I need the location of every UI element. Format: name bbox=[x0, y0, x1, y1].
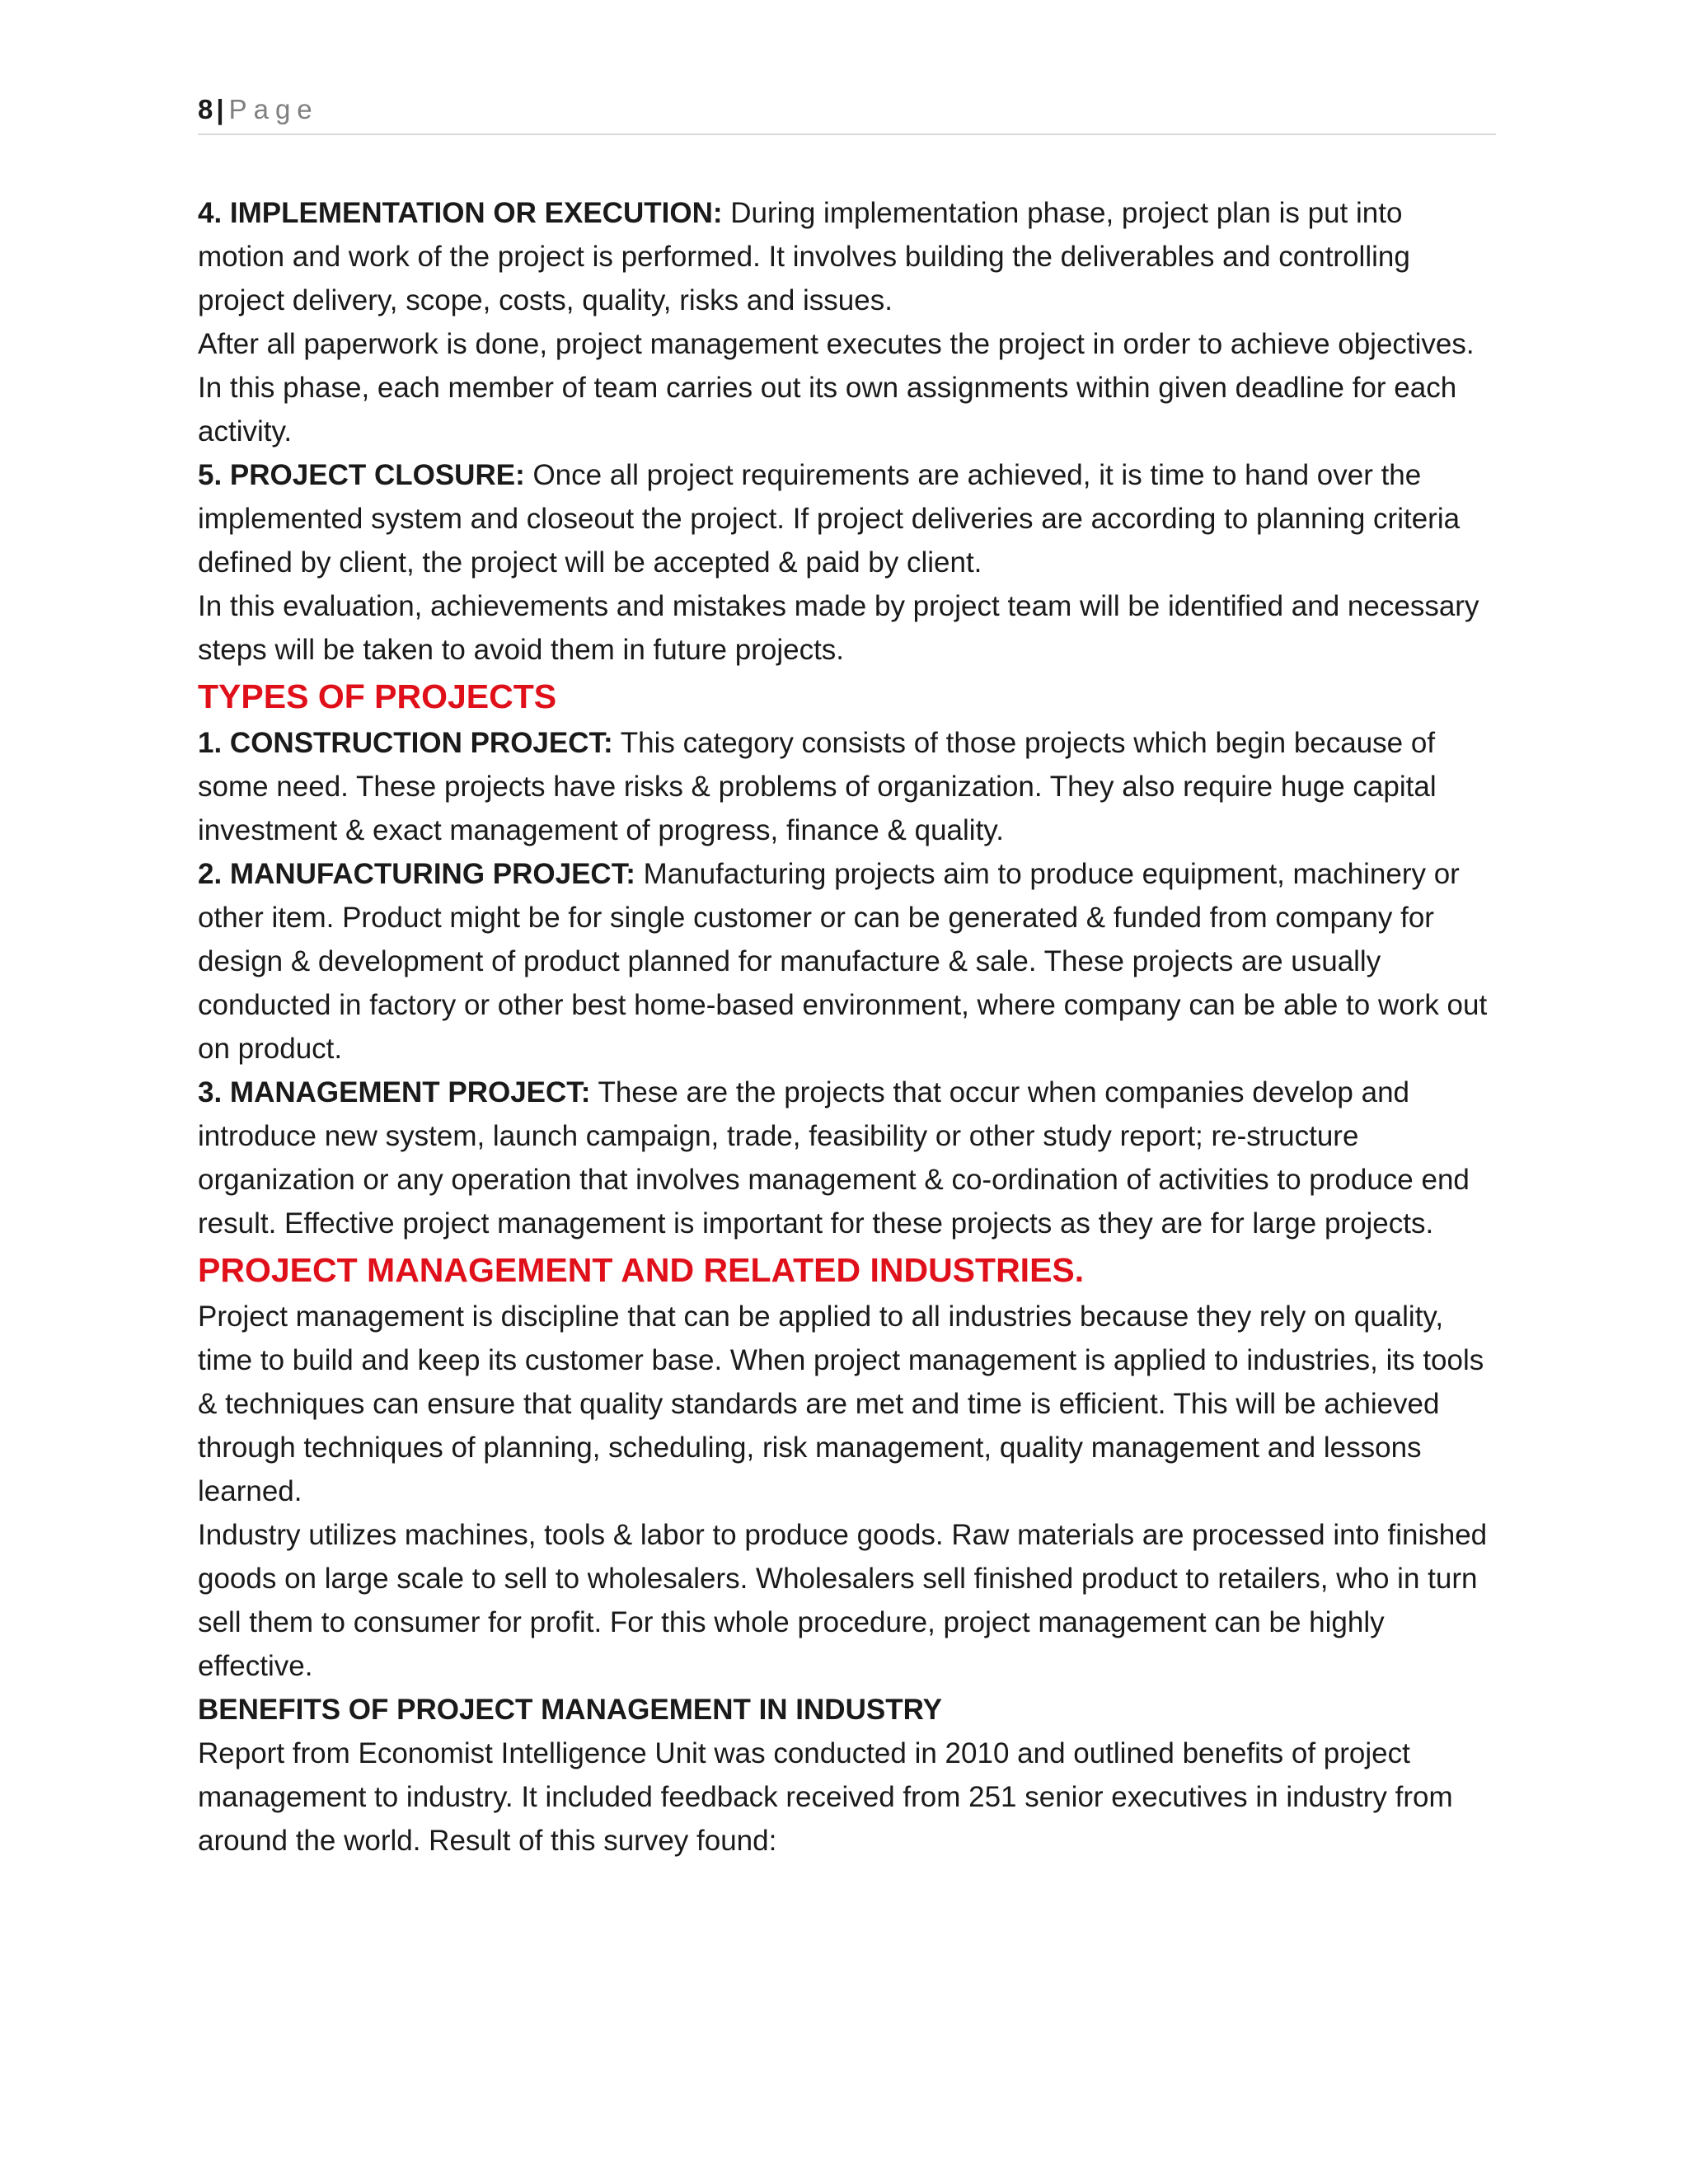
text-closure: Once all project requirements are achieved, it is time to hand over the implemented system and closeout the project. If project deliveries are according to planning criteria defined by client, the project will be accepted & paid by client. bbox=[198, 459, 1461, 579]
paragraph-closure-2: In this evaluation, achievements and mistakes made by project team will be identified and necessary steps will be taken to avoid them in future projects. bbox=[198, 590, 1479, 666]
label-manufacturing: 2. MANUFACTURING PROJECT: bbox=[198, 858, 635, 890]
paragraph-construction bbox=[198, 721, 1496, 852]
heading-benefits: BENEFITS OF PROJECT MANAGEMENT IN INDUSTRY bbox=[198, 1694, 942, 1726]
heading-types-of-projects: TYPES OF PROJECTS bbox=[198, 677, 557, 715]
document-body bbox=[198, 191, 1496, 1863]
label-management: 3. MANAGEMENT PROJECT: bbox=[198, 1076, 591, 1108]
text-management: These are the projects that occur when companies develop and introduce new system, launch campaign, trade, feasibility or other study report; re-structure organization or any operation that involves management & co-ordination of activities to produce end result. Effective project management is important for these projects as they are for large projects. bbox=[198, 1076, 1470, 1240]
paragraph-benefits-1: Report from Economist Intelligence Unit was conducted in 2010 and outlined benefits of project management to industry. It included feedback received from 251 senior executives in industry from around the world. Result of this survey found: bbox=[198, 1737, 1453, 1857]
paragraph-implementation bbox=[198, 191, 1496, 322]
label-construction: 1. CONSTRUCTION PROJECT: bbox=[198, 727, 613, 759]
paragraph-manufacturing bbox=[198, 852, 1496, 1071]
paragraph-implementation-2: After all paperwork is done, project management executes the project in order to achieve objectives. In this phase, each member of team carries out its own assignments within given deadline for each activity. bbox=[198, 328, 1475, 448]
page-label: Page bbox=[228, 94, 319, 124]
paragraph-industries-2: Industry utilizes machines, tools & labor to produce goods. Raw materials are processed into finished goods on large scale to sell to wholesalers. Wholesalers sell finished product to retailers, who in turn sell them to consumer for profit. For this whole procedure, project management can be highly effective. bbox=[198, 1519, 1488, 1682]
page-number: 8 bbox=[198, 94, 213, 124]
page-header bbox=[198, 91, 1496, 135]
document-page bbox=[198, 91, 1496, 1863]
label-implementation: 4. IMPLEMENTATION OR EXECUTION: bbox=[198, 197, 723, 229]
paragraph-management bbox=[198, 1071, 1496, 1245]
text-manufacturing: Manufacturing projects aim to produce equipment, machinery or other item. Product might be for single customer or can be generated & funded from company for design & development of product planned for manufacture & sale. These projects are usually conducted in factory or other best home-based environment, where company can be able to work out on product. bbox=[198, 858, 1488, 1065]
paragraph-closure bbox=[198, 453, 1496, 584]
text-implementation: During implementation phase, project plan is put into motion and work of the project is performed. It involves building the deliverables and controlling project delivery, scope, costs, quality, risks and issues. bbox=[198, 197, 1410, 316]
heading-related-industries: PROJECT MANAGEMENT AND RELATED INDUSTRIES. bbox=[198, 1251, 1085, 1289]
paragraph-industries-1: Project management is discipline that can be applied to all industries because they rely on quality, time to build and keep its customer base. When project management is applied to industries, its tools & techniques can ensure that quality standards are met and time is efficient. This will be achieved through techniques of planning, scheduling, risk management, quality management and lessons learned. bbox=[198, 1301, 1484, 1507]
label-closure: 5. PROJECT CLOSURE: bbox=[198, 459, 525, 491]
page-separator: | bbox=[216, 94, 224, 124]
text-construction: This category consists of those projects which begin because of some need. These projects have risks & problems of organization. They also require huge capital investment & exact management of progress, finance & quality. bbox=[198, 727, 1437, 846]
